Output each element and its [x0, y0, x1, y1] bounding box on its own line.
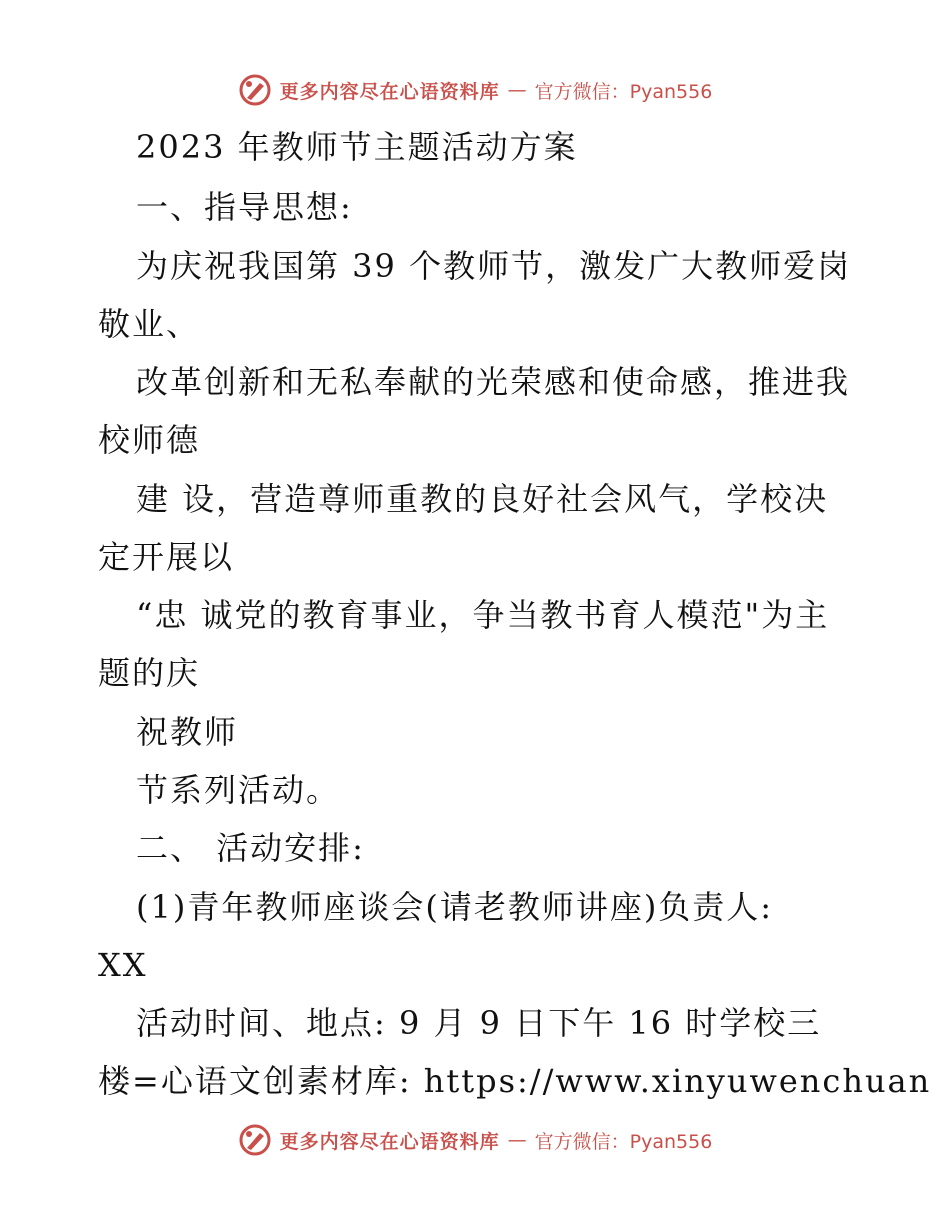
section-heading: 二、 活动安排:	[136, 829, 365, 867]
footer-watermark	[0, 1120, 950, 1160]
watermark-separator: —	[507, 1129, 527, 1151]
pen-logo-icon	[238, 1123, 272, 1157]
pen-logo-icon	[238, 73, 272, 107]
paragraph-line: “忠 诚党的教育事业，争当教书育人模范"为主	[136, 596, 830, 634]
watermark-wechat-text: 官方微信：Pyan556	[534, 1130, 713, 1153]
paragraph-line: 祝教师	[136, 713, 239, 751]
paragraph-line: 节系列活动。	[136, 771, 341, 809]
paragraph-line: 题的庆	[98, 654, 201, 692]
document-title: 2023 年教师节主题活动方案	[136, 128, 578, 166]
paragraph-line: XX	[98, 946, 148, 984]
watermark-separator: —	[507, 79, 527, 101]
watermark-main-text: 更多内容尽在心语资料库	[279, 1130, 500, 1153]
paragraph-line: 活动时间、地点: 9 月 9 日下午 16 时学校三	[136, 1004, 822, 1042]
paragraph-line: 敬业、	[98, 305, 201, 343]
paragraph-line: 楼=心语文创素材库: https://www.xinyuwenchuan	[98, 1062, 932, 1100]
paragraph-line: 为庆祝我国第 39 个教师节，激发广大教师爱岗	[136, 247, 852, 285]
paragraph-line: (1)青年教师座谈会(请老教师讲座)负责人:	[136, 888, 774, 926]
header-watermark	[0, 70, 950, 110]
paragraph-line: 定开展以	[98, 538, 235, 576]
paragraph-line: 校师德	[98, 421, 201, 459]
paragraph-line: 建 设，营造尊师重教的良好社会风气，学校决	[136, 480, 829, 518]
watermark-main-text: 更多内容尽在心语资料库	[279, 80, 500, 103]
paragraph-line: 改革创新和无私奉献的光荣感和使命感，推进我	[136, 363, 851, 401]
watermark-wechat-text: 官方微信：Pyan556	[534, 80, 713, 103]
section-heading: 一、指导思想:	[136, 188, 353, 226]
